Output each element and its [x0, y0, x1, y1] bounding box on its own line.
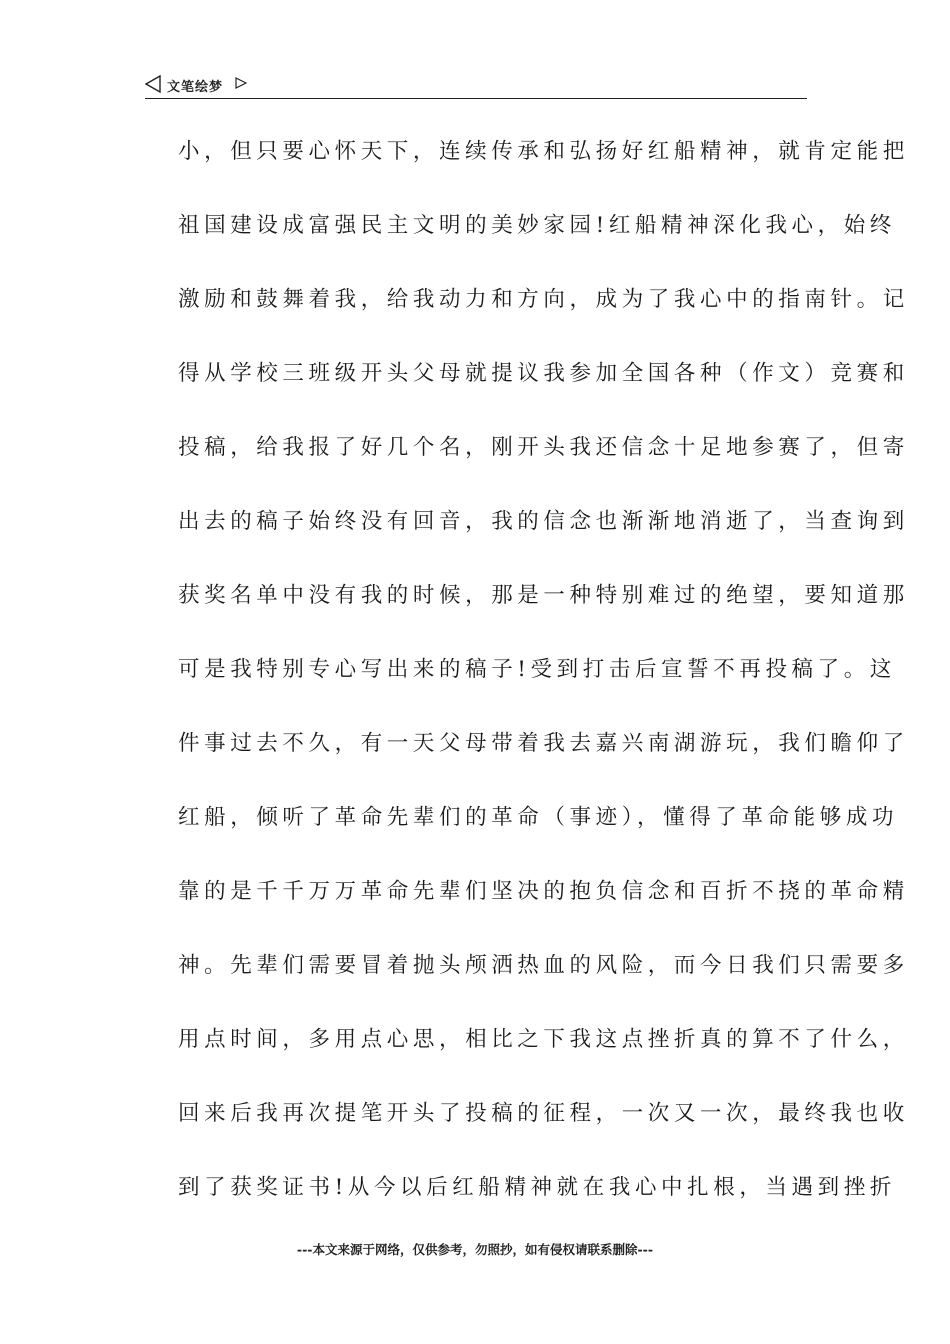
text-line: 激励和鼓舞着我，给我动力和方向，成为了我心中的指南针。记	[178, 287, 909, 312]
text-line: 靠的是千千万万革命先辈们坚决的抱负信念和百折不挠的革命精	[178, 879, 909, 904]
text-line: 可是我特别专心写出来的稿子!受到打击后宣誓不再投稿了。这	[178, 657, 896, 682]
text-line: 投稿，给我报了好几个名，刚开头我还信念十足地参赛了，但寄	[178, 435, 909, 460]
text-line: 到了获奖证书!从今以后红船精神就在我心中扎根，当遇到挫折	[178, 1175, 896, 1200]
page-header	[145, 70, 807, 99]
text-line: 得从学校三班级开头父母就提议我参加全国各种（作文）竞赛和	[178, 361, 909, 386]
header-title: 文笔绘梦	[167, 80, 224, 95]
text-line: 获奖名单中没有我的时候，那是一种特别难过的绝望，要知道那	[178, 583, 909, 608]
text-line: 祖国建设成富强民主文明的美妙家园!红船精神深化我心，始终	[178, 213, 896, 238]
left-triangle-outline-icon	[145, 75, 161, 93]
right-triangle-outline-icon	[235, 77, 247, 89]
text-line: 红船，倾听了革命先辈们的革命（事迹），懂得了革命能够成功	[178, 805, 899, 830]
text-line: 小，但只要心怀天下，连续传承和弘扬好红船精神，就肯定能把	[178, 139, 909, 164]
page-footer-disclaimer: ---本文来源于网络，仅供参考，勿照抄，如有侵权请联系删除---	[296, 1242, 654, 1257]
text-line: 神。先辈们需要冒着抛头颅洒热血的风险，而今日我们只需要多	[178, 953, 909, 978]
text-line: 出去的稿子始终没有回音，我的信念也渐渐地消逝了，当查询到	[178, 509, 909, 534]
text-line: 用点时间，多用点心思，相比之下我这点挫折真的算不了什么，	[178, 1027, 909, 1052]
text-line: 回来后我再次提笔开头了投稿的征程，一次又一次，最终我也收	[178, 1101, 909, 1126]
text-line: 件事过去不久，有一天父母带着我去嘉兴南湖游玩，我们瞻仰了	[178, 731, 909, 756]
body-text	[178, 129, 909, 1239]
